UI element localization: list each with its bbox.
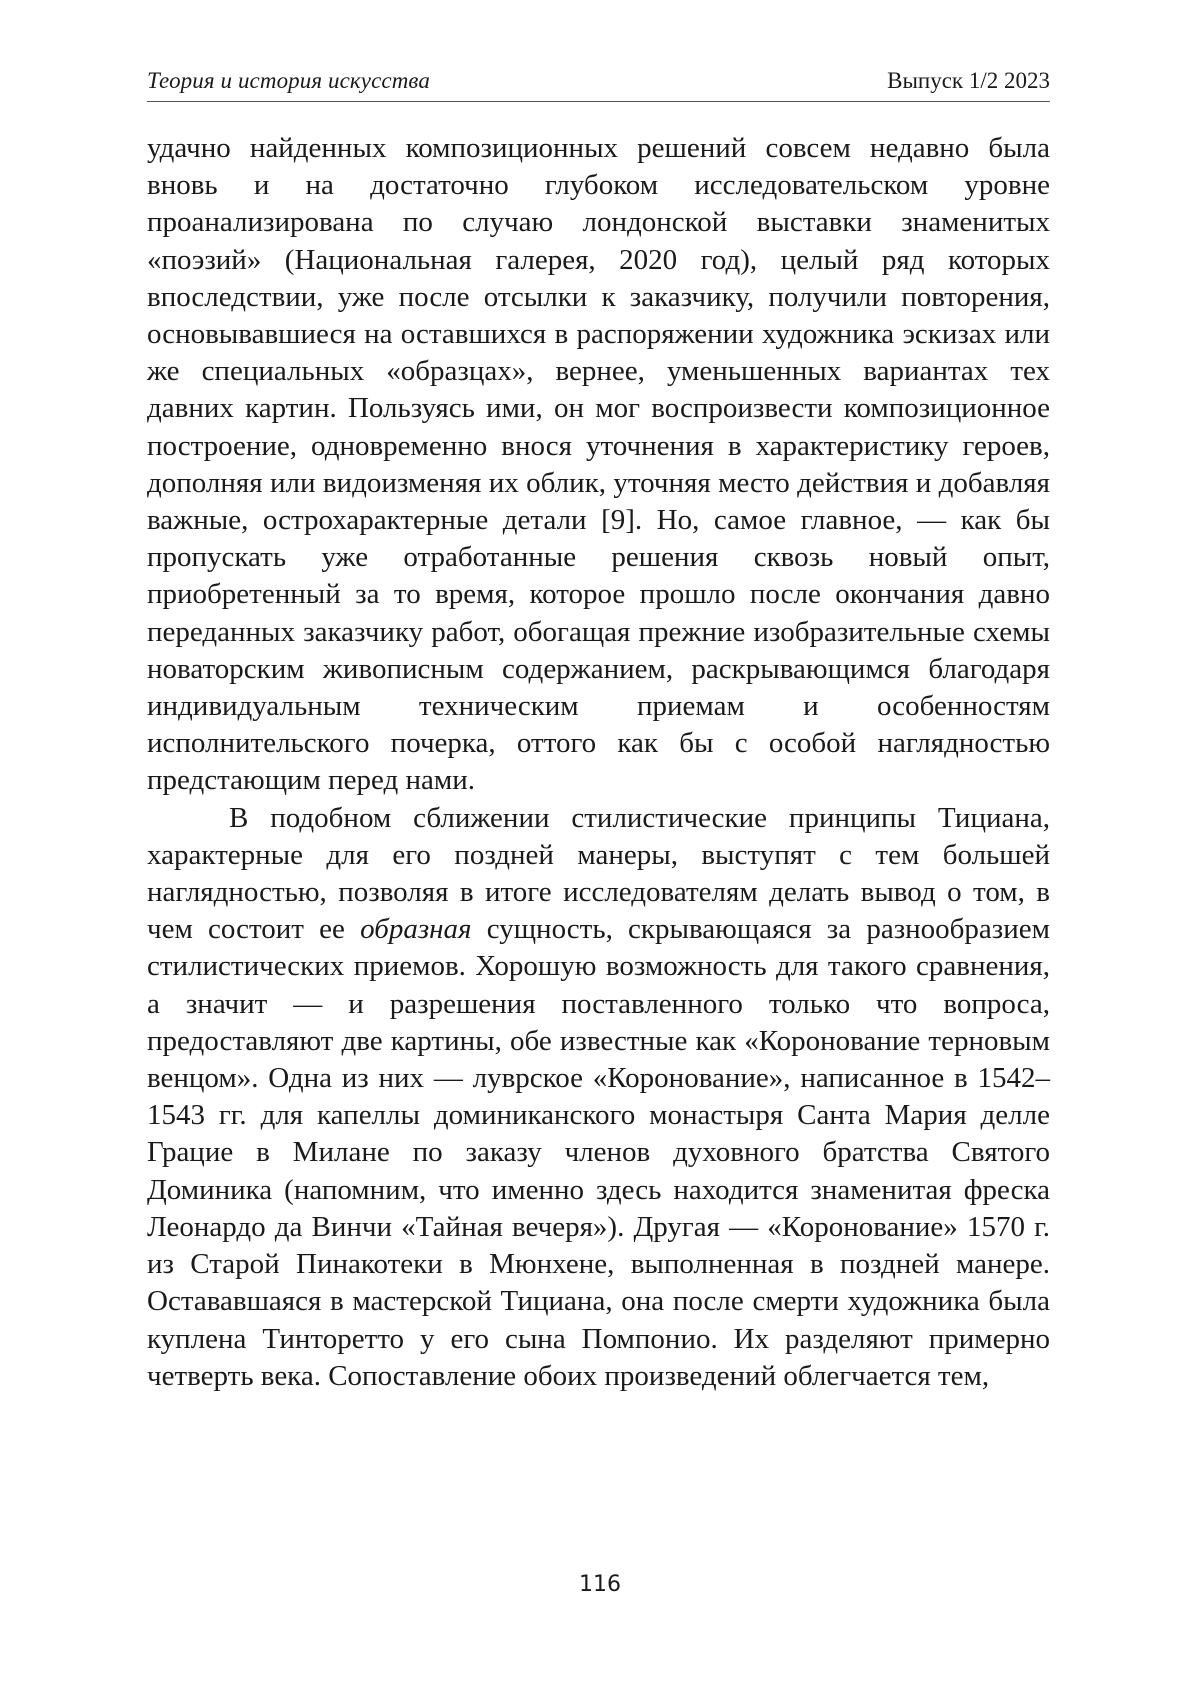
issue-info: Выпуск 1/2 2023: [887, 68, 1050, 94]
article-body: [147, 130, 1050, 1395]
journal-title: Теория и история искусства: [147, 68, 430, 94]
page-number: 116: [0, 1572, 1200, 1597]
paragraph-2-part-2: сущность, скрывающаяся за разнообразием стилистических приемов. Хорошую возможность для такого сравнения, а значит — и разрешения поставленного только что вопроса, предоставляют две картины, обе известные как «Коронование терновым венцом». Одна из них — луврское «Коронование», написанное в 1542–1543 гг. для капеллы доминиканского монастыря Санта Мария делле Грацие в Милане по заказу членов духовного братства Святого Доминика (напомним, что именно здесь находится знаменитая фреска Леонардо да Винчи «Тайная вечеря»). Другая — «Коронование» 1570 г. из Старой Пинакотеки в Мюнхене, выполненная в поздней манере. Остававшаяся в мастерской Тициана, она после смерти художника была куплена Тинторетто у его сына Помпонио. Их разделяют примерно четверть века. Сопоставление обоих произведений облегчается тем,: [147, 913, 1050, 1391]
emphasis-obraznaya: образная: [360, 913, 471, 945]
paragraph-1: удачно найденных композиционных решений совсем недавно была вновь и на достаточно глубоком исследовательском уровне проанализирована по случаю лондонской выставки знаменитых «поэзий» (Национальная галерея, 2020 год), целый ряд которых впоследствии, уже после отсылки к заказчику, получили повторения, основывавшиеся на оставшихся в распоряжении художника эскизах или же специальных «образцах», вернее, уменьшенных вариантах тех давних картин. Пользуясь ими, он мог воспроизвести композиционное построение, одновременно внося уточнения в характеристику героев, дополняя или видоизменяя их облик, уточняя место действия и добавляя важные, острохарактерные детали [9]. Но, самое главное, — как бы пропускать уже отработанные решения сквозь новый опыт, приобретенный за то время, которое прошло после окончания давно переданных заказчику работ, обогащая прежние изобразительные схемы новаторским живописным содержанием, раскрывающимся благодаря индивидуальным техническим приемам и особенностям исполнительского почерка, оттого как бы с особой наглядностью предстающим перед нами.: [147, 130, 1050, 800]
paragraph-2-part-1: В подобном сближении стилистические принципы Тициана, характерные для его поздней манеры, выступят с тем большей наглядностью, позволяя в итоге исследователям делать вывод о том, в чем состоит ее: [147, 802, 1050, 946]
running-header: [147, 66, 1050, 102]
paragraph-2: [147, 800, 1050, 1395]
